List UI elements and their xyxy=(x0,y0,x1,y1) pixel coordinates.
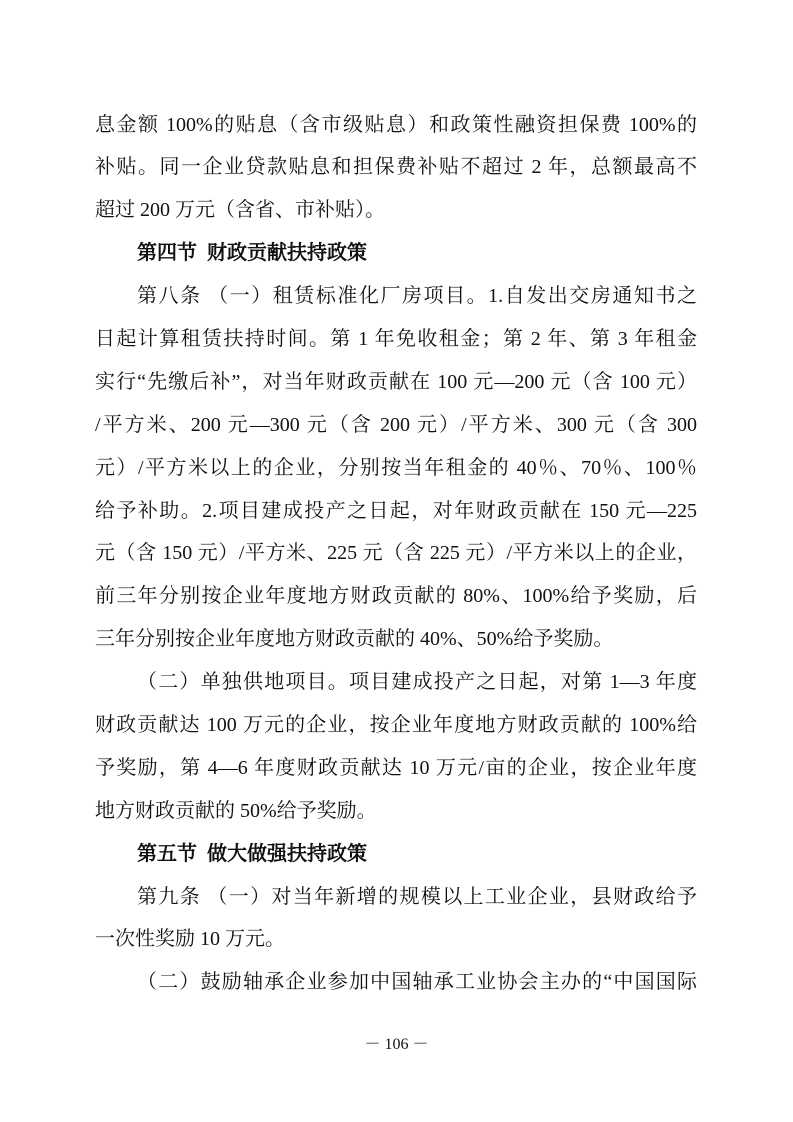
section-heading-4: 第四节 财政贡献扶持政策 xyxy=(137,242,367,265)
body-line: 财政贡献达 100 万元的企业，按企业年度地方财政贡献的 100%给 xyxy=(95,713,697,736)
body-line: 第九条 （一）对当年新增的规模以上工业企业，县财政给予 xyxy=(137,885,697,908)
body-line: 实行“先缴后补”，对当年财政贡献在 100 元—200 元（含 100 元） xyxy=(95,370,697,393)
body-line: 超过 200 万元（含省、市补贴）。 xyxy=(95,199,385,222)
body-line: 日起计算租赁扶持时间。第 1 年免收租金；第 2 年、第 3 年租金 xyxy=(95,327,697,350)
body-line: （二）鼓励轴承企业参加中国轴承工业协会主办的“中国国际 xyxy=(137,971,697,994)
body-line: 前三年分别按企业年度地方财政贡献的 80%、100%给予奖励，后 xyxy=(95,585,697,608)
body-line: 元）/平方米以上的企业，分别按当年租金的 40％、70％、100％ xyxy=(95,456,697,479)
body-line: 补贴。同一企业贷款贴息和担保费补贴不超过 2 年，总额最高不 xyxy=(95,156,697,179)
body-line: 一次性奖励 10 万元。 xyxy=(95,928,285,951)
body-line: 元（含 150 元）/平方米、225 元（含 225 元）/平方米以上的企业， xyxy=(95,542,697,565)
body-line: 息金额 100%的贴息（含市级贴息）和政策性融资担保费 100%的 xyxy=(95,113,697,136)
section-heading-5: 第五节 做大做强扶持政策 xyxy=(137,842,367,865)
body-line: /平方米、200 元—300 元（含 200 元）/平方米、300 元（含 300 xyxy=(95,413,697,436)
body-line: 地方财政贡献的 50%给予奖励。 xyxy=(95,799,377,822)
body-line: 三年分别按企业年度地方财政贡献的 40%、50%给予奖励。 xyxy=(95,628,614,651)
body-line: （二）单独供地项目。项目建成投产之日起，对第 1—3 年度 xyxy=(137,671,697,694)
body-line: 第八条 （一）租赁标准化厂房项目。1.自发出交房通知书之 xyxy=(137,285,697,308)
body-line: 给予补助。2.项目建成投产之日起，对年财政贡献在 150 元—225 xyxy=(95,499,697,522)
document-body xyxy=(95,104,697,1005)
body-line: 予奖励，第 4—6 年度财政贡献达 10 万元/亩的企业，按企业年度 xyxy=(95,756,697,779)
page-number: － 106 － xyxy=(364,1036,429,1053)
